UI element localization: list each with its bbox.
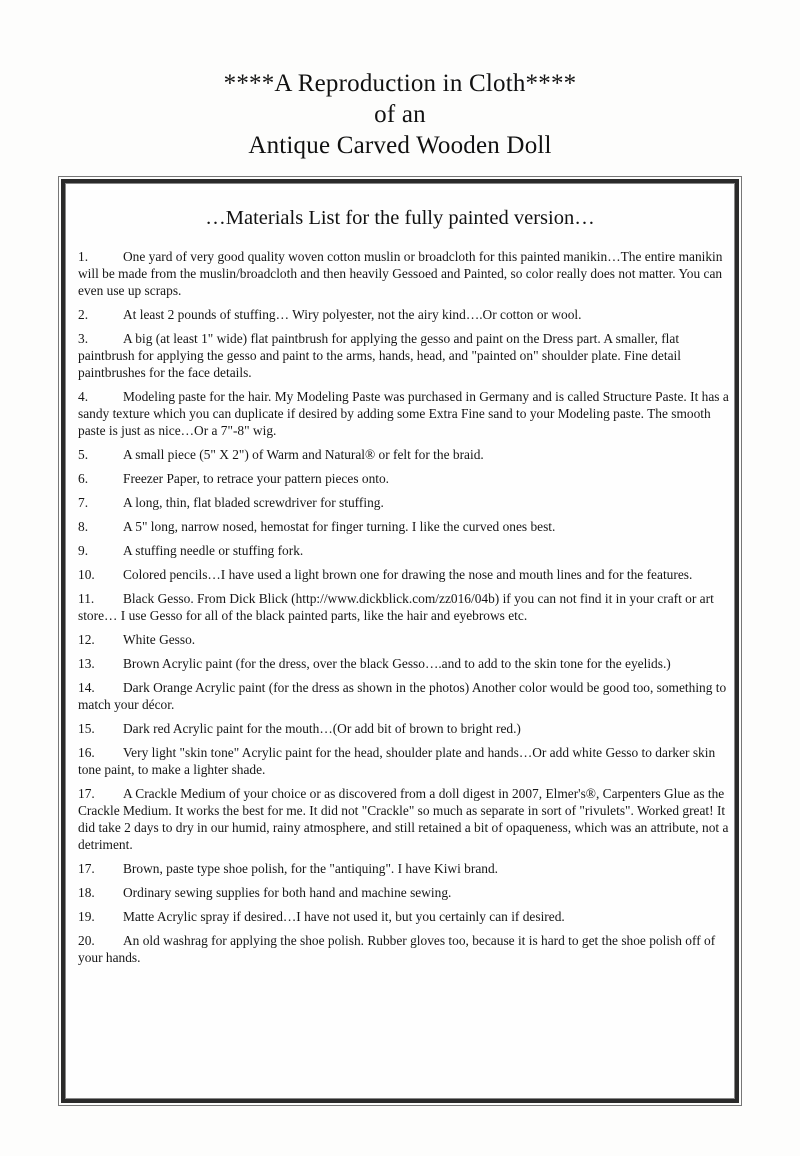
list-item-text: A stuffing needle or stuffing fork.	[123, 543, 304, 558]
list-item-text: A 5" long, narrow nosed, hemostat for finger turning. I like the curved ones best.	[123, 519, 556, 534]
list-item-text: Ordinary sewing supplies for both hand and machine sewing.	[123, 885, 452, 900]
list-item	[78, 590, 734, 624]
list-item	[78, 470, 734, 487]
list-item-text: Dark red Acrylic paint for the mouth…(Or add bit of brown to bright red.)	[123, 721, 521, 736]
materials-list	[78, 248, 734, 973]
list-item-number: 15.	[78, 721, 95, 736]
title-line-3: Antique Carved Wooden Doll	[248, 132, 552, 159]
list-item	[78, 388, 734, 439]
list-item-text: A big (at least 1" wide) flat paintbrush for applying the gesso and paint on the Dress part. A smaller, flat paintbrush for applying the gesso and paint to the arms, hands, head, and "painted on" shoulder plate. Fine detail paintbrushes for the face details.	[78, 331, 681, 380]
list-item-number: 14.	[78, 680, 95, 695]
list-item	[78, 446, 734, 463]
list-item-number: 4.	[78, 389, 89, 404]
list-item-number: 17.	[78, 861, 95, 876]
list-item-text: At least 2 pounds of stuffing… Wiry polyester, not the airy kind….Or cotton or wool.	[123, 307, 582, 322]
list-item-number: 20.	[78, 933, 95, 948]
list-item-number: 13.	[78, 656, 95, 671]
title-line-2: of an	[374, 101, 426, 128]
list-item-text: A small piece (5" X 2") of Warm and Natural® or felt for the braid.	[123, 447, 484, 462]
list-item-text: Dark Orange Acrylic paint (for the dress as shown in the photos) Another color would be good too, something to match your décor.	[78, 680, 727, 712]
list-item	[78, 248, 734, 299]
list-item	[78, 655, 734, 672]
list-item-number: 1.	[78, 249, 89, 264]
list-item	[78, 785, 734, 853]
list-item-text: Matte Acrylic spray if desired…I have not used it, but you certainly can if desired.	[123, 909, 565, 924]
list-item-number: 5.	[78, 447, 89, 462]
list-item-number: 9.	[78, 543, 89, 558]
list-item-text: Very light "skin tone" Acrylic paint for the head, shoulder plate and hands…Or add white Gesso to darker skin tone paint, to make a lighter shade.	[78, 745, 716, 777]
list-item	[78, 518, 734, 535]
list-item	[78, 494, 734, 511]
list-item	[78, 932, 734, 966]
list-item-text: White Gesso.	[123, 632, 196, 647]
list-item	[78, 542, 734, 559]
list-item-number: 6.	[78, 471, 89, 486]
materials-box	[61, 179, 739, 1103]
list-item-text: An old washrag for applying the shoe polish. Rubber gloves too, because it is hard to get the shoe polish off of your hands.	[78, 933, 716, 965]
list-item-text: A Crackle Medium of your choice or as discovered from a doll digest in 2007, Elmer's®, Carpenters Glue as the Crackle Medium. It works the best for me. It did not "Crackle" so much as separate in sort of "rivulets". Worked great! It did take 2 days to dry in our humid, rainy atmosphere, and still retained a bit of opaqueness, which was an attribute, not a detriment.	[78, 786, 729, 852]
list-item-number: 7.	[78, 495, 89, 510]
list-item-text: Freezer Paper, to retrace your pattern pieces onto.	[123, 471, 390, 486]
list-item-text: A long, thin, flat bladed screwdriver for stuffing.	[123, 495, 384, 510]
document-title	[0, 68, 800, 161]
list-item-number: 19.	[78, 909, 95, 924]
list-item-text: Black Gesso. From Dick Blick (http://www.dickblick.com/zz016/04b) if you can not find it in your craft or art store… I use Gesso for all of the black painted parts, like the hair and eyebrows etc.	[78, 591, 714, 623]
list-item-number: 2.	[78, 307, 89, 322]
list-item	[78, 330, 734, 381]
list-item	[78, 744, 734, 778]
list-item-text: Brown Acrylic paint (for the dress, over the black Gesso….and to add to the skin tone for the eyelids.)	[123, 656, 671, 671]
list-item	[78, 306, 734, 323]
list-item-number: 8.	[78, 519, 89, 534]
list-item-number: 10.	[78, 567, 95, 582]
list-item-text: Modeling paste for the hair. My Modeling Paste was purchased in Germany and is called Structure Paste. It has a sandy texture which you can duplicate if desired by adding some Extra Fine sand to your Modeling paste. The smooth paste is just as nice…Or a 7"-8" wig.	[78, 389, 729, 438]
list-item-number: 12.	[78, 632, 95, 647]
title-line-1: ****A Reproduction in Cloth****	[223, 70, 577, 97]
list-item	[78, 908, 734, 925]
list-item	[78, 720, 734, 737]
list-item-text: One yard of very good quality woven cotton muslin or broadcloth for this painted manikin…The entire manikin will be made from the muslin/broadcloth and then heavily Gessoed and Painted, so color really does not matter. You can even use up scraps.	[78, 249, 723, 298]
list-item	[78, 631, 734, 648]
list-item-number: 16.	[78, 745, 95, 760]
list-item-number: 11.	[78, 591, 95, 606]
list-item	[78, 884, 734, 901]
list-item	[78, 679, 734, 713]
list-item-number: 3.	[78, 331, 89, 346]
list-item-text: Colored pencils…I have used a light brown one for drawing the nose and mouth lines and for the features.	[123, 567, 693, 582]
list-item-text: Brown, paste type shoe polish, for the "antiquing". I have Kiwi brand.	[123, 861, 499, 876]
list-item-number: 18.	[78, 885, 95, 900]
list-item	[78, 860, 734, 877]
materials-heading: …Materials List for the fully painted version…	[205, 207, 595, 229]
list-item	[78, 566, 734, 583]
list-item-number: 17.	[78, 786, 95, 801]
